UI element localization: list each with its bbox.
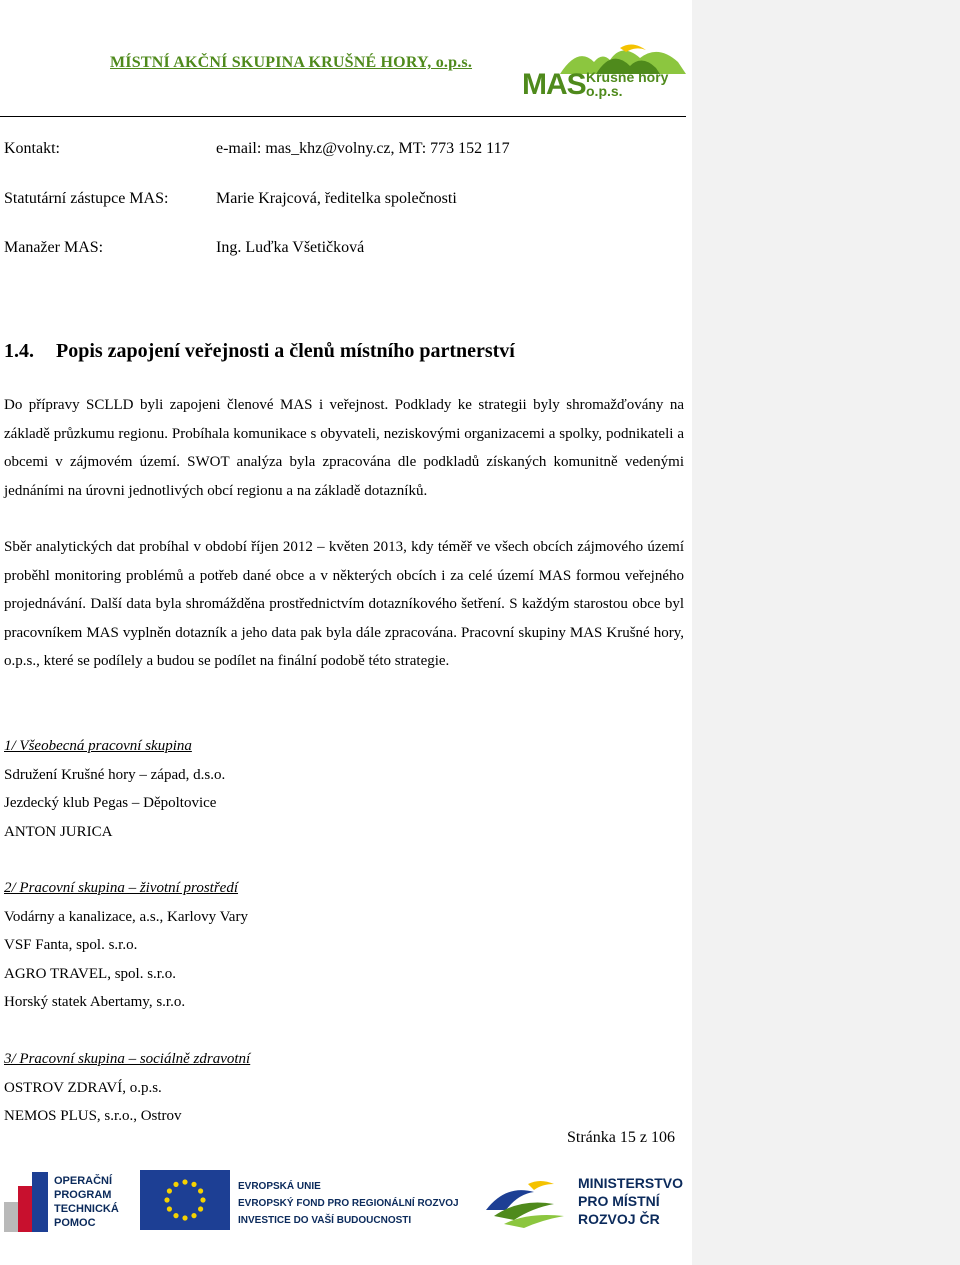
group-member: NEMOS PLUS, s.r.o., Ostrov [4,1108,182,1124]
paragraph-1: Do přípravy SCLLD byli zapojeni členové MAS i veřejnost. Podklady ke strategii byly shromažďovány na základě průzkumu regionu. Probíhala komunikace s obyvateli, neziskovými organizacemi a spolky, podnikateli a obcemi v zájmovém území. SWOT analýza byla zpracována dle podkladů získaných komunitně vedenými jednáními na úrovni jednotlivých obcí regionu a na základě dotazníků. [4,397,684,499]
group-title: 1/ Všeobecná pracovní skupina [4,738,192,754]
group-title: 2/ Pracovní skupina – životní prostředí [4,880,239,896]
section-heading [4,338,515,364]
group-member: Sdružení Krušné hory – západ, d.s.o. [4,766,226,783]
eu-flag-icon [140,1170,230,1230]
logo-krusne-hory-text: Krušné hory [586,69,669,85]
contact-label: Statutární zástupce MAS: [4,190,169,207]
group-title: 3/ Pracovní skupina – sociálně zdravotní [4,1051,251,1067]
group-member: ANTON JURICA [4,823,113,840]
section-title: Popis zapojení veřejnosti a členů místního partnerství [56,340,515,362]
mas-logo [520,40,690,100]
working-group-2 [4,874,684,1017]
working-group-1 [4,732,684,846]
contact-value: Marie Krajcová, ředitelka společnosti [216,190,457,207]
optp-logo-icon [4,1172,50,1232]
right-margin-panel [692,0,960,1265]
group-member: VSF Fanta, spol. s.r.o. [4,937,138,953]
contact-value: e-mail: mas_khz@volny.cz, MT: 773 152 117 [216,140,510,157]
header-title: MÍSTNÍ AKČNÍ SKUPINA KRUŠNÉ HORY, o.p.s. [110,54,473,71]
mmr-logo-icon [484,1176,568,1228]
contact-label: Kontakt: [4,140,60,157]
eu-text: EVROPSKÁ UNIE EVROPSKÝ FOND PRO REGIONÁLNÍ ROZVOJ INVESTICE DO VAŠÍ BUDOUCNOSTI [238,1181,459,1226]
footer-logos [0,1162,692,1265]
group-member: Jezdecký klub Pegas – Děpoltovice [4,795,217,811]
group-member: AGRO TRAVEL, spol. s.r.o. [4,965,176,982]
logo-mas-text: MAS [522,68,586,101]
group-member: Vodárny a kanalizace, a.s., Karlovy Vary [4,908,248,925]
logo-ops-text: o.p.s. [586,83,623,99]
section-number: 1.4. [4,340,34,362]
group-member: Horský statek Abertamy, s.r.o. [4,994,186,1010]
working-group-3 [4,1045,684,1131]
header-divider [0,116,686,117]
group-member: OSTROV ZDRAVÍ, o.p.s. [4,1079,162,1096]
contact-value: Ing. Luďka Všetičková [216,239,365,256]
optp-text: OPERAČNÍ PROGRAM TECHNICKÁ POMOC [54,1175,119,1229]
mmr-text: MINISTERSTVO PRO MÍSTNÍ ROZVOJ ČR [578,1175,684,1227]
paragraph-2: Sběr analytických dat probíhal v období říjen 2012 – květen 2013, kdy téměř ve všech obcích zájmového území proběhl monitoring problémů a potřeb dané obce a v některých obcích i za celé území MAS formou veřejného projednávání. Další data byla shromážděna prostřednictvím dotazníkového šetření. S každým starostou obce byl pracovníkem MAS vyplněn dotazník a jeho data pak byla dále zpracována. Pracovní skupiny MAS Krušné hory, o.p.s., které se podílely a budou se podílet na finální podobě této strategie. [4,539,684,669]
page-number: Stránka 15 z 106 [567,1129,675,1146]
contact-label: Manažer MAS: [4,239,104,256]
